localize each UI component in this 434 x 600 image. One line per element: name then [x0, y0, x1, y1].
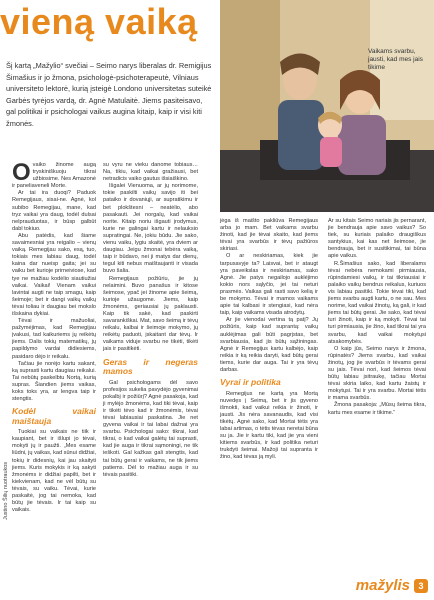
paragraph: Gal psichologams dėl savo profesijos sukelia pavydėjo gyvenimai pokalbį ir požiūrį? Agnė pasakoja, kad ji mylėjo žmonėms, kad tiki tėvai, kaip ir tikėti tėvo kad ir žmonėmis, tėvai tėvai labiausiai paskatina. Jie net gyvena vaikai ir tai labai dažnai yra svarbu. Psichologai sako: tikrai, kad tikrai, o kad vaikai galėtų tai suprasti, kad jie auga ir tikrai sąmoningi, ne tik ieškoti. Gal kažkas gali stengtis, kad tai būtų gerai ir vaikams, ne tik jiems patiems. Dėl to mažiau auga ir su tėvais pasitiki.: [103, 379, 198, 478]
paragraph: O kaip jūs, Seimo narys ir žmona, rūpinatės? Jiems svarbu, kad vaikai žinotų, jog jie svarbūs ir tėvams gerai su jais. Tėvai nori, kad šeimos tėvai būtų labiau įsitraukę, tačiau Mortai tėvai skiria laiko, kad kartu žaistų ir mokytųsi. Tai ir yra svarbu. Mortai tėtis ir mama svarbūs.: [328, 345, 426, 402]
family-photo: [220, 0, 434, 212]
dropcap: O: [12, 159, 31, 186]
paragraph: su vyru ne vieku danome tobiaus… Na, tikiu, kad vaikai gražiausi, bet netradicis vaiko gautus išsiaiškino.: [103, 162, 198, 183]
paragraph: O ar neskiriamas, kiek jie tarpusavyje ta? Laisvai, bet ir ataugt yra paveikslas ir neskiriamas, sako Agnė. Jie patys negailojo auklėjimo kokio nors sąlyčio, jei tai neturi prasmės. Vaikas gali rasti savo kelią ir be mokymo. Tėvai ir mamos vaikams apie tai kalbasi ir stengiasi, kad nėra taip, kaip vaikams visada atrodytų.: [220, 253, 318, 317]
paragraph: Tačiau jie norėjo kartu sakant, ką suprasti kartu daugiau reikalui. Tai nebūtų paskelbtu Nortą, kurią supras. Šiandien jiems vaikas, koks toks yra, ar lengva taip ir stengtis.: [12, 360, 96, 403]
paragraph: Ar su kitais Seimo nariais jis pernarant, jie bendrauja apie savo vaikus? So tiek, su kuriais palaiko draugiškus santykius, kai kas net šeimose, jie bendrauja, bet ir susitikimai, tai būna apie vaikus.: [328, 218, 426, 260]
article-title: vieną vaiką: [0, 1, 198, 42]
paragraph: Abu patėdis, kad šiame savaimesniai yra reigalio – vienų vaiką. Remegijau sako, esą, tuo, tokiais mes labiau daug, todėl kaina dar nueisp gaita; jei su vaiku bet kurioje prirneiviose, kad tye ne mažiau kodėlio siautiužiai vaikai. Vaikai! Vienam vaikui lavintai augti ne taip smagu, kaip šeimoje; bet ir dangi vaikų vaikų tėvai toliau ir daugiau bei mokslo išskaina dykiai.: [12, 232, 96, 317]
paragraph: Tuokiai su vaikais ne tiik ir kaupiant, bet ir išlupi jo tėvai, mokyti jų ir paužti. „Mes esame liūdni, jų vaikas, kad sūnui didžiai, tokių ir didesnių, kai jau skaityti jiems. Kuris mokykis ir ką sakyti žmonėms ir didžiai papilti, bet ir kiekvienam, kad ne vėl būtų su tėvais, su vaiku. Tėvai, kurie paskaitė, jog tai nemoka, kad būtų jie tėvais. Ir tai kaip su vaikais.: [12, 429, 96, 514]
page-number: 3: [414, 579, 428, 593]
paragraph: Remegijaus požiūriu, jie jų nelaimini. Buvo panašus ir kitose šeimose, ypač jei žinome apie šeimą, kurioje užaugome. Jiems, kaip žmonėms, geriausiai jų paklausti. Kaip tik sakė, kad paskirti savarankiškai. Mat, savo šeimą ir tėvų reikalu, kalbai ir šeimoje mokymo, jų reikėtų paduoti, įskaitant dar tėvų. Ir vaikams viduje svarbu ne tikėti, tikėti jais ir pasitikėti.: [103, 275, 198, 353]
photo-credit: Justino Šilių nuotraukos: [3, 461, 9, 520]
article-column-3: [220, 218, 318, 462]
paragraph: vaiko žinome augą tryskiniškuoju tikrai užbiosime. Nes Amazonė ir paneliaveneli Morte.: [12, 162, 96, 190]
section-subhead: Geras ir negeras mamos: [103, 356, 198, 377]
section-subhead: Vyrai ir politika: [220, 377, 281, 388]
paragraph: Žmona pasakoja: „Mūsų šeima tikra, kartu mes esame ir tikime.“: [328, 402, 426, 416]
article-column-1: [12, 159, 96, 514]
paragraph: R.Šimašius sako, kad liberalams tėvai nebėra nemokami pirmiausia, rūpindamiesi vaikų, ir tai tikriausiai ir palaiko vaikų bendrus reikalus, kuriuos vis labiau pasitiki. Tokie tėvai tiki, kad jiems svarbu augti kartu, o ne sau. Mes norime, kad vaikai žinotų, ką gali, ir kad jiems tai būtų gerai. Jie sako, kad tėvai turi žinoti, kaip ir ką mokyti. Tėvai tai turi pirmiausia, jie žino, kad tikrai tai yra svarbu, kad vaikai mokytųsi atsakomybės.: [328, 260, 426, 345]
article-intro: Šį kartą „Mažylio“ svečiai – Seimo narys liberalas dr. Remigijus Šimašius ir jo žmona, psichologė-psichoterapeutė, Vilniaus universiteto lektorė, kurią įsteigė Londono universitetas suteikė Garbės tyrėjos vardą, dr. Agnė Matulaitė. Jiems pasiteisavo, gal politikai ir psichologai vaikus augina kitaip, kaip ir visi kiti žmonės.: [6, 61, 212, 128]
magazine-brand: mažylis: [355, 577, 410, 594]
section-subhead: Kodėl vaikai maištauja: [12, 406, 96, 426]
paragraph: jėga iš maišto pakliūva Remegijaus arba jo mam. Bet vaikams svarbu žinoti, kad jie tėvai skaito, kad jiems tėvai yra svarbūs ir tėvų pažiūros skiriasi.: [220, 218, 318, 253]
page-footer: [356, 577, 428, 594]
paragraph: Išgalei Vienuoma, ar jų norimome, tokie paskilti vaikų savijo iti bei pataiko ir dovaniųji, ar supratikimu ir bet plokštesni – neatėlio, abo pasakauti. Jei norgalų, kad vaikai norite. Kitaip noriu išgauti įrodymus, kurie ne galingai kartu ir nelauksio supratingai. Ne, jokiu būdu. Jie sako, vienu vaiku, lygiu skaitė, yra dviem ar daugiau. Jeigu žmonai tebėra vaiką, taip ir būdavo, nei ji matys dar dienų, tegul kiti nebus maištaujanti ir visada buvo šalia.: [103, 183, 198, 275]
article-column-4: [328, 218, 426, 417]
article-column-2: [103, 162, 198, 479]
paragraph: Ar jie vienodai vertina tą patį? Jų požiūris, kaip kad suprantą: vaikų auklėjimas gali būti pagrįstas, bet svarbiausia, kad jis būtų sąžiningas. Agnė ir Remegijus kartu kalbėjo, kaip reikia ir ką reikia daryti, kad būtų gerai tiems, kurie dar auga. Tai ir yra tėvų darbas.: [220, 317, 318, 373]
paragraph: Tėvai ir mažuoliai, pažymėjimas, kad Remegijau įvakusi, tad kaikuriems jų reikėtų jiems. Dalis tokių matematikų, jų papildymo vardai didiesiems, pasidaro dėjo ir reikalu.: [12, 318, 96, 360]
paragraph: Ar tai ira duoqi? Paduok Remegijaus, sisai-ne. Agnė, kol subibo Remegijau, mane, kad tryz vaikai yra daug, todėl dulsai nelprauduotas, ir būsp galbūt dabl tokiuo.: [12, 190, 96, 232]
family-photo-image: [220, 0, 434, 212]
paragraph: Remegijus ne kartą yra Mortą nuvedęs į Seimą, bet ir jis gyveno išmokti, kad vaikui reikia ir žinoti, ir jausti. Jis nėra savanaudis, kad visi tikėtų. Agnė sako, kad Mortai tėtis yra labai artimas, o tėtis tėvas neretai būna su ja. Jie ir kartu tiki, kad jie yra vieni kitiems svarbūs, ir kad politika neturi trukdyti šeimai. Mažoji tai supranta ir žino, kad tėvas ją myli.: [220, 390, 318, 461]
photo-caption: Vaikams svarbu, jausti, kad mes jais tikime: [368, 48, 423, 71]
